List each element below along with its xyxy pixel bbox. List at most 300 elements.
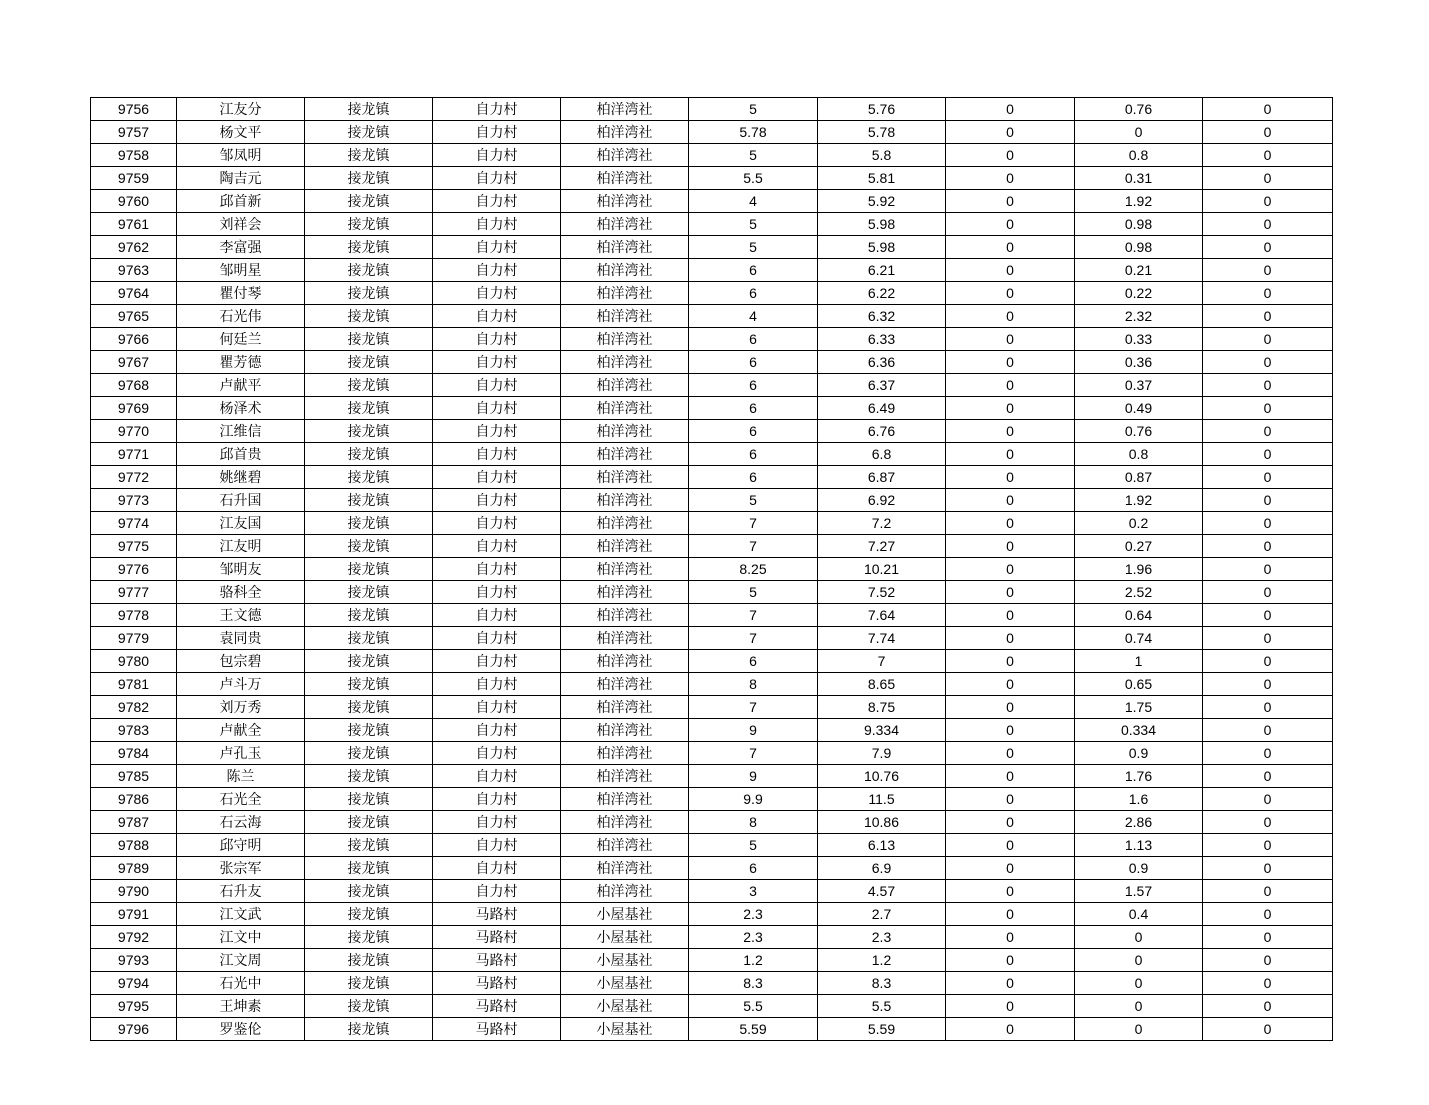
cell-value-a: 9 (689, 719, 818, 742)
cell-value-d: 0.36 (1075, 351, 1203, 374)
cell-town: 接龙镇 (305, 420, 433, 443)
cell-value-b: 7.2 (818, 512, 946, 535)
cell-value-b: 6.22 (818, 282, 946, 305)
cell-town: 接龙镇 (305, 351, 433, 374)
cell-group: 柏洋湾社 (561, 213, 689, 236)
cell-value-e: 0 (1203, 834, 1333, 857)
cell-name: 江文武 (177, 903, 305, 926)
cell-village: 自力村 (433, 98, 561, 121)
cell-group: 小屋基社 (561, 1018, 689, 1041)
cell-value-e: 0 (1203, 535, 1333, 558)
cell-value-e: 0 (1203, 857, 1333, 880)
cell-value-d: 0.76 (1075, 420, 1203, 443)
cell-value-d: 1.6 (1075, 788, 1203, 811)
cell-town: 接龙镇 (305, 972, 433, 995)
cell-value-c: 0 (946, 190, 1075, 213)
cell-value-e: 0 (1203, 259, 1333, 282)
cell-name: 江文中 (177, 926, 305, 949)
cell-value-d: 0.87 (1075, 466, 1203, 489)
table-row (91, 765, 1333, 788)
cell-value-a: 6 (689, 650, 818, 673)
cell-value-c: 0 (946, 673, 1075, 696)
cell-group: 柏洋湾社 (561, 880, 689, 903)
cell-value-c: 0 (946, 650, 1075, 673)
cell-value-d: 0.74 (1075, 627, 1203, 650)
cell-value-d: 1.57 (1075, 880, 1203, 903)
cell-village: 自力村 (433, 351, 561, 374)
cell-id: 9780 (91, 650, 177, 673)
cell-value-b: 9.334 (818, 719, 946, 742)
cell-value-e: 0 (1203, 466, 1333, 489)
cell-village: 自力村 (433, 443, 561, 466)
cell-value-a: 5 (689, 236, 818, 259)
table-row (91, 259, 1333, 282)
table-row (91, 374, 1333, 397)
cell-value-c: 0 (946, 742, 1075, 765)
cell-village: 自力村 (433, 236, 561, 259)
cell-town: 接龙镇 (305, 259, 433, 282)
cell-id: 9775 (91, 535, 177, 558)
table-row (91, 397, 1333, 420)
cell-town: 接龙镇 (305, 282, 433, 305)
cell-value-e: 0 (1203, 788, 1333, 811)
cell-value-e: 0 (1203, 627, 1333, 650)
cell-village: 马路村 (433, 972, 561, 995)
cell-value-a: 5 (689, 834, 818, 857)
table-row (91, 650, 1333, 673)
cell-value-a: 5 (689, 144, 818, 167)
cell-village: 马路村 (433, 995, 561, 1018)
cell-id: 9777 (91, 581, 177, 604)
cell-name: 包宗碧 (177, 650, 305, 673)
cell-value-b: 5.59 (818, 1018, 946, 1041)
cell-value-b: 11.5 (818, 788, 946, 811)
table-row (91, 351, 1333, 374)
cell-name: 石光全 (177, 788, 305, 811)
cell-value-c: 0 (946, 443, 1075, 466)
cell-town: 接龙镇 (305, 903, 433, 926)
cell-value-d: 2.86 (1075, 811, 1203, 834)
cell-value-c: 0 (946, 351, 1075, 374)
cell-value-b: 7.52 (818, 581, 946, 604)
table-row (91, 489, 1333, 512)
table-row (91, 535, 1333, 558)
cell-id: 9769 (91, 397, 177, 420)
cell-value-a: 6 (689, 443, 818, 466)
cell-group: 柏洋湾社 (561, 581, 689, 604)
cell-value-b: 2.3 (818, 926, 946, 949)
cell-id: 9776 (91, 558, 177, 581)
cell-value-c: 0 (946, 834, 1075, 857)
cell-value-a: 9 (689, 765, 818, 788)
cell-value-b: 10.86 (818, 811, 946, 834)
cell-village: 自力村 (433, 282, 561, 305)
cell-value-d: 1.92 (1075, 489, 1203, 512)
cell-value-e: 0 (1203, 190, 1333, 213)
cell-value-b: 8.3 (818, 972, 946, 995)
cell-value-d: 0.22 (1075, 282, 1203, 305)
cell-name: 袁同贵 (177, 627, 305, 650)
cell-group: 小屋基社 (561, 903, 689, 926)
cell-value-b: 5.98 (818, 213, 946, 236)
cell-value-b: 6.32 (818, 305, 946, 328)
cell-value-d: 0.49 (1075, 397, 1203, 420)
cell-value-c: 0 (946, 788, 1075, 811)
cell-id: 9756 (91, 98, 177, 121)
cell-id: 9761 (91, 213, 177, 236)
cell-value-a: 7 (689, 742, 818, 765)
cell-group: 柏洋湾社 (561, 259, 689, 282)
cell-village: 自力村 (433, 374, 561, 397)
cell-value-d: 2.52 (1075, 581, 1203, 604)
table-row (91, 719, 1333, 742)
cell-town: 接龙镇 (305, 581, 433, 604)
cell-name: 卢献平 (177, 374, 305, 397)
cell-town: 接龙镇 (305, 696, 433, 719)
cell-village: 马路村 (433, 1018, 561, 1041)
cell-value-c: 0 (946, 811, 1075, 834)
cell-value-a: 6 (689, 466, 818, 489)
table-row (91, 673, 1333, 696)
cell-id: 9759 (91, 167, 177, 190)
cell-value-d: 0.9 (1075, 857, 1203, 880)
cell-village: 自力村 (433, 144, 561, 167)
table-row (91, 305, 1333, 328)
cell-value-b: 8.75 (818, 696, 946, 719)
cell-value-a: 6 (689, 259, 818, 282)
table-row (91, 190, 1333, 213)
cell-name: 卢孔玉 (177, 742, 305, 765)
cell-value-d: 2.32 (1075, 305, 1203, 328)
cell-value-c: 0 (946, 604, 1075, 627)
cell-group: 柏洋湾社 (561, 397, 689, 420)
cell-name: 石升国 (177, 489, 305, 512)
cell-value-d: 0.33 (1075, 328, 1203, 351)
cell-value-c: 0 (946, 719, 1075, 742)
cell-town: 接龙镇 (305, 213, 433, 236)
cell-id: 9791 (91, 903, 177, 926)
data-table (90, 97, 1333, 1041)
cell-name: 石光伟 (177, 305, 305, 328)
cell-id: 9793 (91, 949, 177, 972)
cell-value-d: 0 (1075, 972, 1203, 995)
cell-name: 刘祥会 (177, 213, 305, 236)
cell-id: 9781 (91, 673, 177, 696)
cell-value-e: 0 (1203, 121, 1333, 144)
cell-value-c: 0 (946, 995, 1075, 1018)
cell-value-a: 8.25 (689, 558, 818, 581)
cell-value-b: 5.5 (818, 995, 946, 1018)
cell-value-b: 6.37 (818, 374, 946, 397)
cell-town: 接龙镇 (305, 374, 433, 397)
cell-value-e: 0 (1203, 742, 1333, 765)
cell-value-b: 6.9 (818, 857, 946, 880)
cell-value-a: 5.78 (689, 121, 818, 144)
cell-value-e: 0 (1203, 604, 1333, 627)
cell-group: 柏洋湾社 (561, 236, 689, 259)
cell-id: 9771 (91, 443, 177, 466)
cell-value-d: 0.64 (1075, 604, 1203, 627)
cell-value-b: 10.21 (818, 558, 946, 581)
cell-value-a: 2.3 (689, 926, 818, 949)
cell-id: 9770 (91, 420, 177, 443)
cell-value-d: 0.8 (1075, 144, 1203, 167)
cell-village: 自力村 (433, 811, 561, 834)
cell-id: 9783 (91, 719, 177, 742)
cell-value-b: 6.49 (818, 397, 946, 420)
table-row (91, 903, 1333, 926)
cell-value-e: 0 (1203, 811, 1333, 834)
cell-value-c: 0 (946, 857, 1075, 880)
cell-value-e: 0 (1203, 397, 1333, 420)
cell-value-a: 5.5 (689, 995, 818, 1018)
cell-town: 接龙镇 (305, 466, 433, 489)
cell-value-d: 0.65 (1075, 673, 1203, 696)
cell-value-a: 3 (689, 880, 818, 903)
cell-group: 柏洋湾社 (561, 788, 689, 811)
cell-value-d: 0.334 (1075, 719, 1203, 742)
cell-town: 接龙镇 (305, 719, 433, 742)
table-row (91, 466, 1333, 489)
cell-village: 自力村 (433, 397, 561, 420)
cell-value-a: 7 (689, 696, 818, 719)
cell-town: 接龙镇 (305, 857, 433, 880)
cell-town: 接龙镇 (305, 673, 433, 696)
cell-group: 柏洋湾社 (561, 282, 689, 305)
table-row (91, 558, 1333, 581)
cell-name: 石光中 (177, 972, 305, 995)
cell-value-e: 0 (1203, 167, 1333, 190)
cell-value-a: 4 (689, 305, 818, 328)
cell-value-b: 5.8 (818, 144, 946, 167)
cell-group: 柏洋湾社 (561, 558, 689, 581)
cell-value-e: 0 (1203, 926, 1333, 949)
cell-value-c: 0 (946, 397, 1075, 420)
cell-value-d: 1.92 (1075, 190, 1203, 213)
table-row (91, 972, 1333, 995)
cell-value-d: 0.37 (1075, 374, 1203, 397)
cell-value-e: 0 (1203, 282, 1333, 305)
cell-town: 接龙镇 (305, 190, 433, 213)
cell-value-a: 6 (689, 282, 818, 305)
cell-town: 接龙镇 (305, 558, 433, 581)
cell-value-c: 0 (946, 144, 1075, 167)
cell-value-b: 7.27 (818, 535, 946, 558)
cell-value-d: 1 (1075, 650, 1203, 673)
cell-group: 小屋基社 (561, 926, 689, 949)
cell-id: 9779 (91, 627, 177, 650)
cell-id: 9789 (91, 857, 177, 880)
table-body (91, 98, 1333, 1041)
cell-value-d: 0.21 (1075, 259, 1203, 282)
cell-value-e: 0 (1203, 696, 1333, 719)
cell-village: 自力村 (433, 167, 561, 190)
cell-village: 自力村 (433, 259, 561, 282)
table-row (91, 604, 1333, 627)
table-row (91, 1018, 1333, 1041)
cell-value-e: 0 (1203, 351, 1333, 374)
cell-value-e: 0 (1203, 949, 1333, 972)
cell-name: 姚继碧 (177, 466, 305, 489)
cell-village: 自力村 (433, 627, 561, 650)
cell-village: 自力村 (433, 788, 561, 811)
cell-value-d: 0.31 (1075, 167, 1203, 190)
cell-village: 自力村 (433, 696, 561, 719)
cell-value-b: 6.87 (818, 466, 946, 489)
cell-value-b: 5.98 (818, 236, 946, 259)
cell-name: 石云海 (177, 811, 305, 834)
cell-value-a: 6 (689, 397, 818, 420)
cell-id: 9782 (91, 696, 177, 719)
cell-value-d: 0.2 (1075, 512, 1203, 535)
cell-value-a: 5 (689, 98, 818, 121)
cell-value-e: 0 (1203, 213, 1333, 236)
cell-value-a: 6 (689, 374, 818, 397)
cell-value-a: 5.5 (689, 167, 818, 190)
cell-name: 骆科全 (177, 581, 305, 604)
cell-value-b: 7.74 (818, 627, 946, 650)
cell-value-b: 7.64 (818, 604, 946, 627)
cell-group: 柏洋湾社 (561, 351, 689, 374)
cell-value-d: 0 (1075, 949, 1203, 972)
cell-id: 9790 (91, 880, 177, 903)
cell-town: 接龙镇 (305, 949, 433, 972)
cell-town: 接龙镇 (305, 236, 433, 259)
cell-value-d: 0.8 (1075, 443, 1203, 466)
cell-value-e: 0 (1203, 420, 1333, 443)
cell-value-a: 1.2 (689, 949, 818, 972)
cell-value-e: 0 (1203, 558, 1333, 581)
cell-value-a: 5.59 (689, 1018, 818, 1041)
cell-value-d: 0 (1075, 121, 1203, 144)
table-row (91, 811, 1333, 834)
cell-village: 自力村 (433, 650, 561, 673)
cell-village: 自力村 (433, 512, 561, 535)
cell-value-e: 0 (1203, 236, 1333, 259)
cell-value-b: 5.76 (818, 98, 946, 121)
cell-group: 柏洋湾社 (561, 765, 689, 788)
cell-value-a: 7 (689, 512, 818, 535)
cell-value-b: 7.9 (818, 742, 946, 765)
table-row (91, 627, 1333, 650)
cell-value-a: 2.3 (689, 903, 818, 926)
cell-name: 刘万秀 (177, 696, 305, 719)
cell-value-c: 0 (946, 420, 1075, 443)
cell-name: 杨泽术 (177, 397, 305, 420)
cell-value-d: 0.98 (1075, 213, 1203, 236)
cell-id: 9758 (91, 144, 177, 167)
cell-value-c: 0 (946, 535, 1075, 558)
table-row (91, 788, 1333, 811)
cell-group: 柏洋湾社 (561, 190, 689, 213)
table-row (91, 742, 1333, 765)
cell-value-c: 0 (946, 259, 1075, 282)
cell-value-c: 0 (946, 558, 1075, 581)
cell-value-d: 0.27 (1075, 535, 1203, 558)
cell-village: 自力村 (433, 190, 561, 213)
cell-value-a: 4 (689, 190, 818, 213)
cell-value-c: 0 (946, 328, 1075, 351)
cell-group: 柏洋湾社 (561, 857, 689, 880)
cell-value-b: 6.13 (818, 834, 946, 857)
cell-group: 柏洋湾社 (561, 489, 689, 512)
cell-value-c: 0 (946, 880, 1075, 903)
table-row (91, 581, 1333, 604)
cell-value-c: 0 (946, 121, 1075, 144)
cell-name: 江友国 (177, 512, 305, 535)
cell-value-b: 6.21 (818, 259, 946, 282)
cell-value-b: 6.92 (818, 489, 946, 512)
cell-value-d: 0 (1075, 995, 1203, 1018)
cell-value-d: 1.75 (1075, 696, 1203, 719)
cell-town: 接龙镇 (305, 742, 433, 765)
cell-id: 9794 (91, 972, 177, 995)
cell-village: 自力村 (433, 673, 561, 696)
cell-town: 接龙镇 (305, 604, 433, 627)
cell-village: 自力村 (433, 466, 561, 489)
cell-name: 江友明 (177, 535, 305, 558)
cell-value-a: 6 (689, 857, 818, 880)
cell-group: 柏洋湾社 (561, 144, 689, 167)
cell-village: 自力村 (433, 489, 561, 512)
cell-value-c: 0 (946, 305, 1075, 328)
cell-town: 接龙镇 (305, 121, 433, 144)
cell-town: 接龙镇 (305, 1018, 433, 1041)
cell-town: 接龙镇 (305, 144, 433, 167)
cell-village: 自力村 (433, 420, 561, 443)
cell-town: 接龙镇 (305, 98, 433, 121)
cell-value-b: 2.7 (818, 903, 946, 926)
cell-town: 接龙镇 (305, 995, 433, 1018)
cell-group: 柏洋湾社 (561, 305, 689, 328)
cell-name: 石升友 (177, 880, 305, 903)
cell-value-b: 6.8 (818, 443, 946, 466)
cell-value-b: 6.76 (818, 420, 946, 443)
cell-value-a: 7 (689, 535, 818, 558)
cell-village: 自力村 (433, 880, 561, 903)
cell-group: 柏洋湾社 (561, 834, 689, 857)
table-row (91, 512, 1333, 535)
cell-group: 柏洋湾社 (561, 328, 689, 351)
cell-name: 王坤素 (177, 995, 305, 1018)
cell-value-c: 0 (946, 282, 1075, 305)
cell-value-e: 0 (1203, 972, 1333, 995)
cell-town: 接龙镇 (305, 880, 433, 903)
cell-group: 小屋基社 (561, 995, 689, 1018)
cell-village: 自力村 (433, 857, 561, 880)
cell-group: 柏洋湾社 (561, 443, 689, 466)
cell-value-c: 0 (946, 765, 1075, 788)
cell-town: 接龙镇 (305, 834, 433, 857)
cell-value-c: 0 (946, 581, 1075, 604)
cell-town: 接龙镇 (305, 397, 433, 420)
cell-id: 9784 (91, 742, 177, 765)
cell-value-d: 0.98 (1075, 236, 1203, 259)
cell-name: 邱首贵 (177, 443, 305, 466)
cell-name: 邱守明 (177, 834, 305, 857)
cell-town: 接龙镇 (305, 650, 433, 673)
cell-village: 自力村 (433, 719, 561, 742)
cell-town: 接龙镇 (305, 443, 433, 466)
cell-value-c: 0 (946, 167, 1075, 190)
cell-village: 自力村 (433, 328, 561, 351)
cell-group: 柏洋湾社 (561, 673, 689, 696)
cell-value-c: 0 (946, 903, 1075, 926)
cell-value-d: 0 (1075, 1018, 1203, 1041)
table-row (91, 949, 1333, 972)
table-row (91, 213, 1333, 236)
cell-value-d: 1.96 (1075, 558, 1203, 581)
